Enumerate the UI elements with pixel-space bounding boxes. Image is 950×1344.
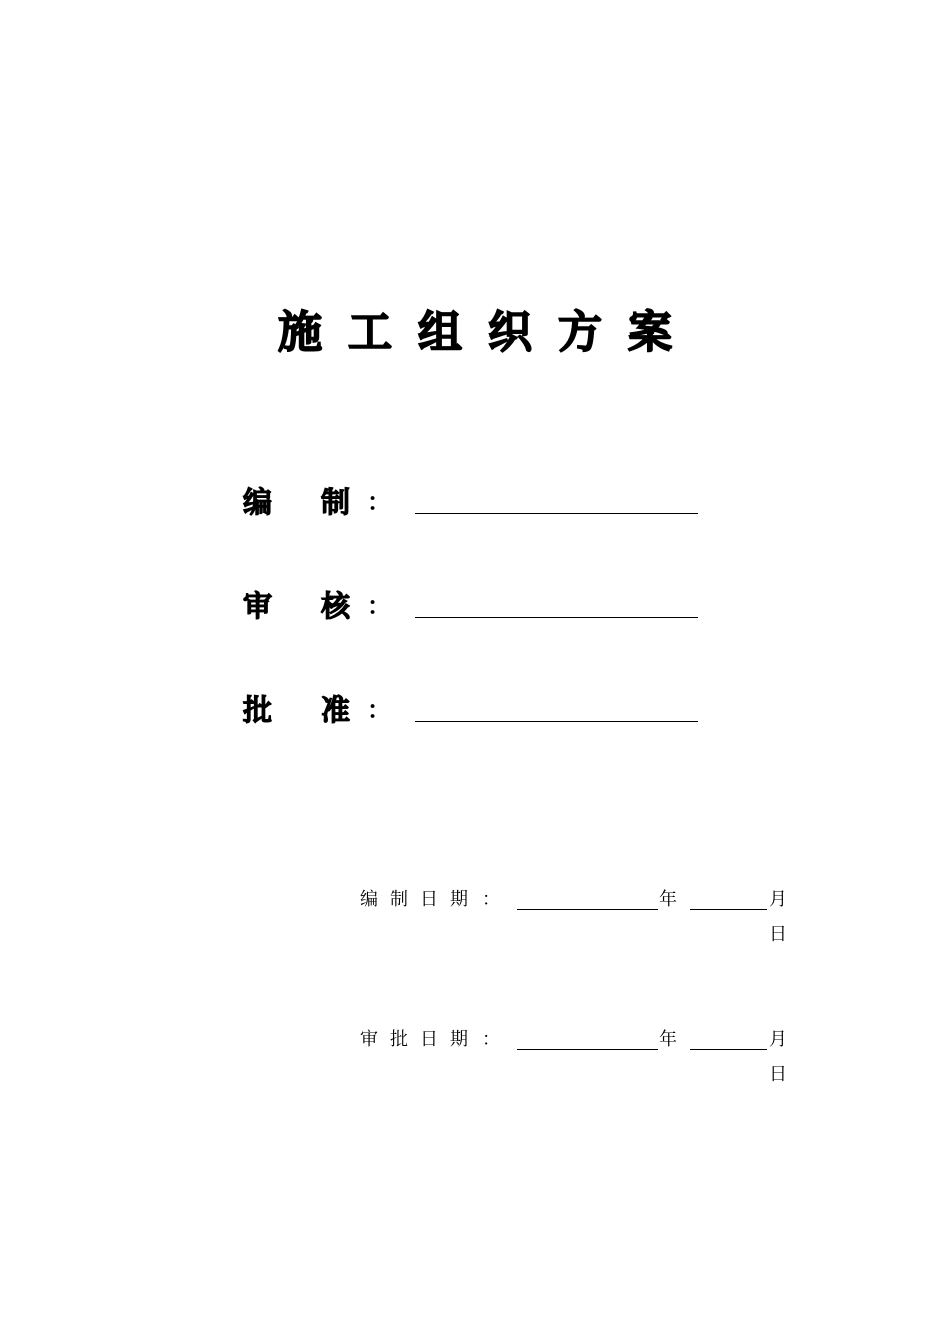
signature-blank-line xyxy=(415,617,698,618)
signature-label-char: 审 xyxy=(243,589,273,623)
month-blank-line xyxy=(690,1049,767,1050)
date-colon: ： xyxy=(482,1029,500,1050)
compile-date-row xyxy=(360,888,790,968)
signature-colon: ： xyxy=(367,695,391,724)
signature-label-char: 核 xyxy=(321,589,351,623)
signature-label-char: 制 xyxy=(321,485,351,519)
date-label: 编制日期 xyxy=(360,889,480,910)
signature-blank-line xyxy=(415,513,698,514)
year-blank-line xyxy=(517,909,658,910)
signature-blank-line xyxy=(415,721,698,722)
date-label: 审批日期 xyxy=(360,1029,480,1050)
month-blank-line xyxy=(690,909,767,910)
signature-label-char: 批 xyxy=(243,693,273,727)
approve-date-row xyxy=(360,1028,790,1108)
month-label: 月 xyxy=(769,1029,787,1050)
document-title: 施工组织方案 xyxy=(278,307,698,358)
day-label: 日 xyxy=(769,1064,787,1085)
date-colon: ： xyxy=(482,889,500,910)
day-label: 日 xyxy=(769,924,787,945)
signature-label-char: 准 xyxy=(321,693,351,727)
signature-colon: ： xyxy=(367,591,391,620)
year-label: 年 xyxy=(659,1029,677,1050)
year-label: 年 xyxy=(659,889,677,910)
signature-label-char: 编 xyxy=(243,485,273,519)
year-blank-line xyxy=(517,1049,658,1050)
signature-colon: ： xyxy=(367,487,391,516)
month-label: 月 xyxy=(769,889,787,910)
